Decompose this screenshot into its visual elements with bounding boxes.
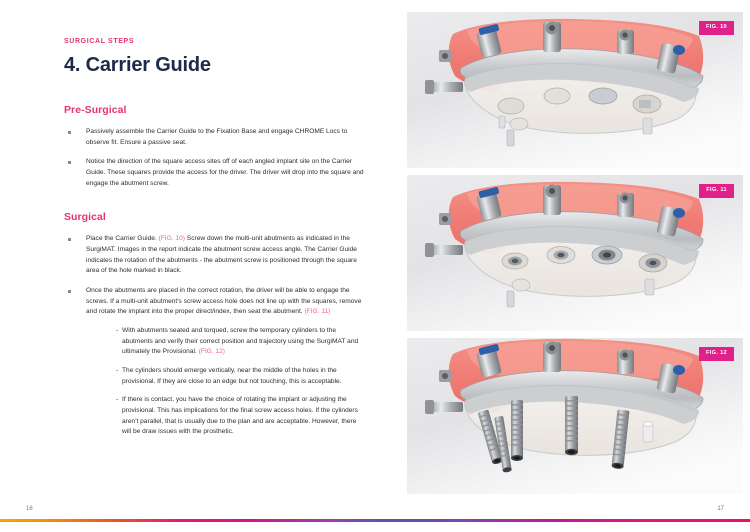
bullet-text: Passively assemble the Carrier Guide to the Fixation Base and engage CHROME Locs to observe fit. Ensure a passive seat.: [86, 128, 348, 146]
page-number-right: 17: [717, 506, 724, 512]
dash-marker-icon: -: [116, 367, 119, 375]
surgical-sub-bullet-list: [86, 326, 364, 438]
bullet-square-icon: [68, 161, 71, 164]
dash-marker-icon: -: [116, 396, 119, 404]
bullet-square-icon: [68, 131, 71, 134]
bullet-text-after: Screw down the multi-unit abutments as indicated in the SurgiMAT. Images in the report indicate the abutment screw access angle. The Carrier Guide indicates the rotation of the abutments - the abutment screw is positioned through the square area of the hole marked in black.: [86, 235, 357, 275]
pre-surgical-bullet-list: [64, 127, 364, 189]
bullet-text-before: Place the Carrier Guide.: [86, 235, 159, 243]
list-item: [64, 157, 364, 189]
section-heading-pre-surgical: Pre-Surgical: [64, 104, 127, 116]
figure-image-fig10: [407, 12, 743, 168]
sub-list-item: [116, 366, 364, 387]
figure-panel-fig10: [407, 12, 743, 168]
sub-bullet-text-before: The cylinders should emerge vertically, near the middle of the holes in the provisional. If they are close to an edge but not touching, this is acceptable.: [122, 367, 342, 385]
figure-reference-fig10: (FIG. 10): [158, 235, 185, 243]
figure-image-fig12: [407, 338, 743, 494]
sub-list-item: [116, 326, 364, 358]
figure-badge-fig12: FIG. 12: [699, 347, 734, 361]
text-column: [64, 38, 364, 438]
figure-image-fig11: [407, 175, 743, 331]
figure-badge-fig10: FIG. 10: [699, 21, 734, 35]
list-item: [64, 234, 364, 277]
page-number-left: 16: [26, 506, 33, 512]
figure-reference-fig12: (FIG. 12): [198, 348, 225, 356]
right-page: [375, 0, 750, 532]
surgical-bullet-list: [64, 234, 364, 438]
sub-bullet-text-before: If there is contact, you have the choice of rotating the implant or adjusting the provisional. This has implications for the final screw access holes. If the cylinders aren't parallel, that is usually due to the plan and are acceptable. However, there will be draw issues with the prosthetic.: [122, 396, 358, 436]
figure-reference-fig11: (FIG. 11): [304, 308, 331, 316]
section-eyebrow: SURGICAL STEPS: [64, 38, 135, 45]
section-heading-surgical: Surgical: [64, 211, 106, 224]
figure-column: [407, 12, 743, 494]
page-title: 4. Carrier Guide: [64, 54, 211, 76]
bullet-square-icon: [68, 290, 71, 293]
sub-bullet-text-before: With abutments seated and torqued, screw the temporary cylinders to the abutments and verify their correct position and trajectory using the SurgiMAT and ultimately the Provisional.: [122, 327, 359, 356]
bottom-gradient-rule: [0, 519, 750, 522]
bullet-square-icon: [68, 238, 71, 241]
bullet-text-before: Once the abutments are placed in the correct rotation, the driver will be able to engage the screws. If a multi-unit abutment's screw access hole does not line up with the squares, remove and rotate the implant into the proper direct/index, then seat the abutment.: [86, 287, 362, 316]
figure-panel-fig11: [407, 175, 743, 331]
figure-panel-fig12: [407, 338, 743, 494]
sub-list-item: [116, 395, 364, 438]
dash-marker-icon: -: [116, 327, 119, 335]
figure-badge-fig11: FIG. 11: [699, 184, 734, 198]
list-item: [64, 127, 364, 148]
bullet-text: Notice the direction of the square access sites off of each angled implant site on the Carrier Guide. These squares provide the access for the driver. The driver will drop into the square and engage the abutment screw.: [86, 158, 364, 187]
list-item: [64, 286, 364, 438]
